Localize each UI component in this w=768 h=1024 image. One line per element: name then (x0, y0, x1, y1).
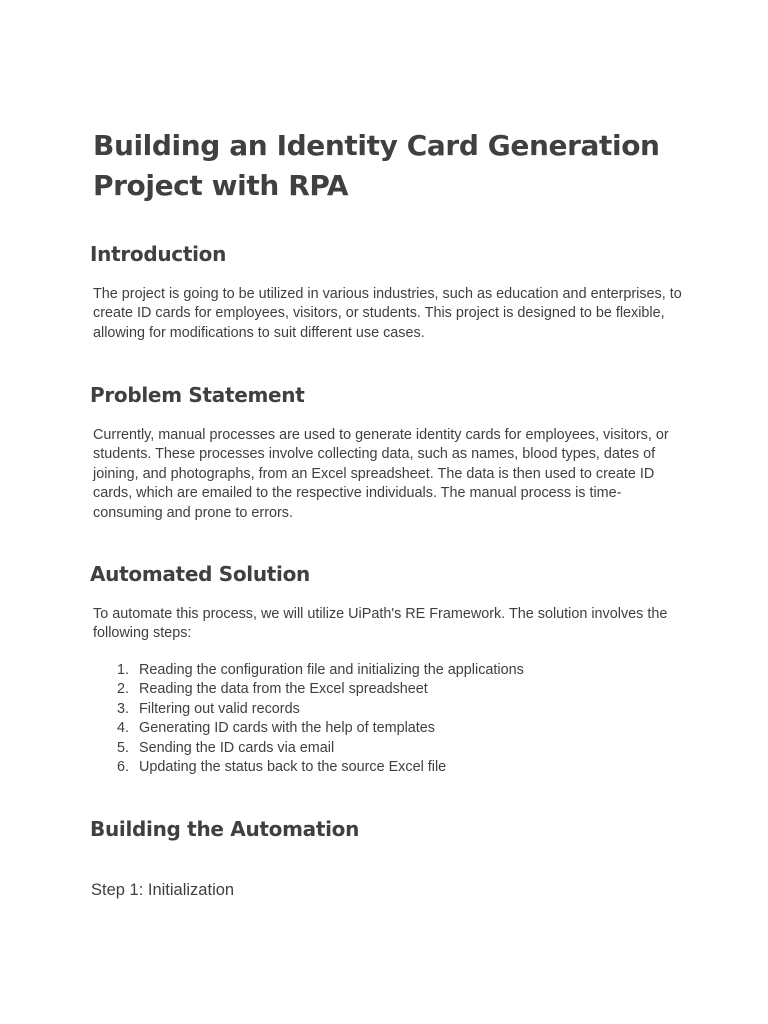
list-item-number: 5. (116, 739, 129, 756)
list-item (93, 680, 683, 699)
list-item (93, 719, 683, 738)
solution-steps-list (93, 661, 683, 777)
document-title: Building an Identity Card Generation Project with RPA (93, 129, 660, 202)
list-item-number: 3. (116, 700, 129, 717)
section-heading-automated-solution: Automated Solution (90, 562, 310, 586)
list-item-number: 1. (116, 662, 129, 678)
list-item (93, 739, 683, 758)
list-item-text: Filtering out valid records (139, 700, 300, 717)
introduction-paragraph: The project is going to be utilized in various industries, such as education and enterprises, to create ID cards for employees, visitors, or students. This project is designed to be flexible, allowing for modifications to suit different use cases. (93, 286, 682, 341)
problem-statement-paragraph: Currently, manual processes are used to generate identity cards for employees, visitors, or students. These processes involve collecting data, such as names, blood types, dates of joining, and photographs, from an Excel spreadsheet. The data is then used to create ID cards, which are emailed to the respective individuals. The manual process is time-consuming and prone to errors. (93, 427, 669, 521)
list-item (93, 661, 683, 680)
automated-solution-paragraph: To automate this process, we will utilize UiPath's RE Framework. The solution involves the following steps: (93, 606, 668, 642)
list-item (93, 758, 683, 777)
list-item-text: Generating ID cards with the help of templates (139, 720, 435, 737)
list-item-text: Sending the ID cards via email (139, 739, 335, 756)
section-heading-introduction: Introduction (90, 242, 227, 266)
step-1-subheading: Step 1: Initialization (91, 881, 235, 899)
list-item (93, 700, 683, 719)
list-item-number: 2. (116, 681, 129, 698)
section-heading-problem-statement: Problem Statement (90, 383, 305, 407)
list-item-text: Reading the data from the Excel spreadsheet (139, 681, 428, 698)
list-item-number: 4. (116, 720, 129, 737)
section-heading-building-the-automation: Building the Automation (90, 817, 360, 841)
list-item-number: 6. (116, 759, 129, 776)
list-item-text: Updating the status back to the source Excel file (139, 759, 447, 776)
list-item-text: Reading the configuration file and initializing the applications (139, 662, 524, 678)
